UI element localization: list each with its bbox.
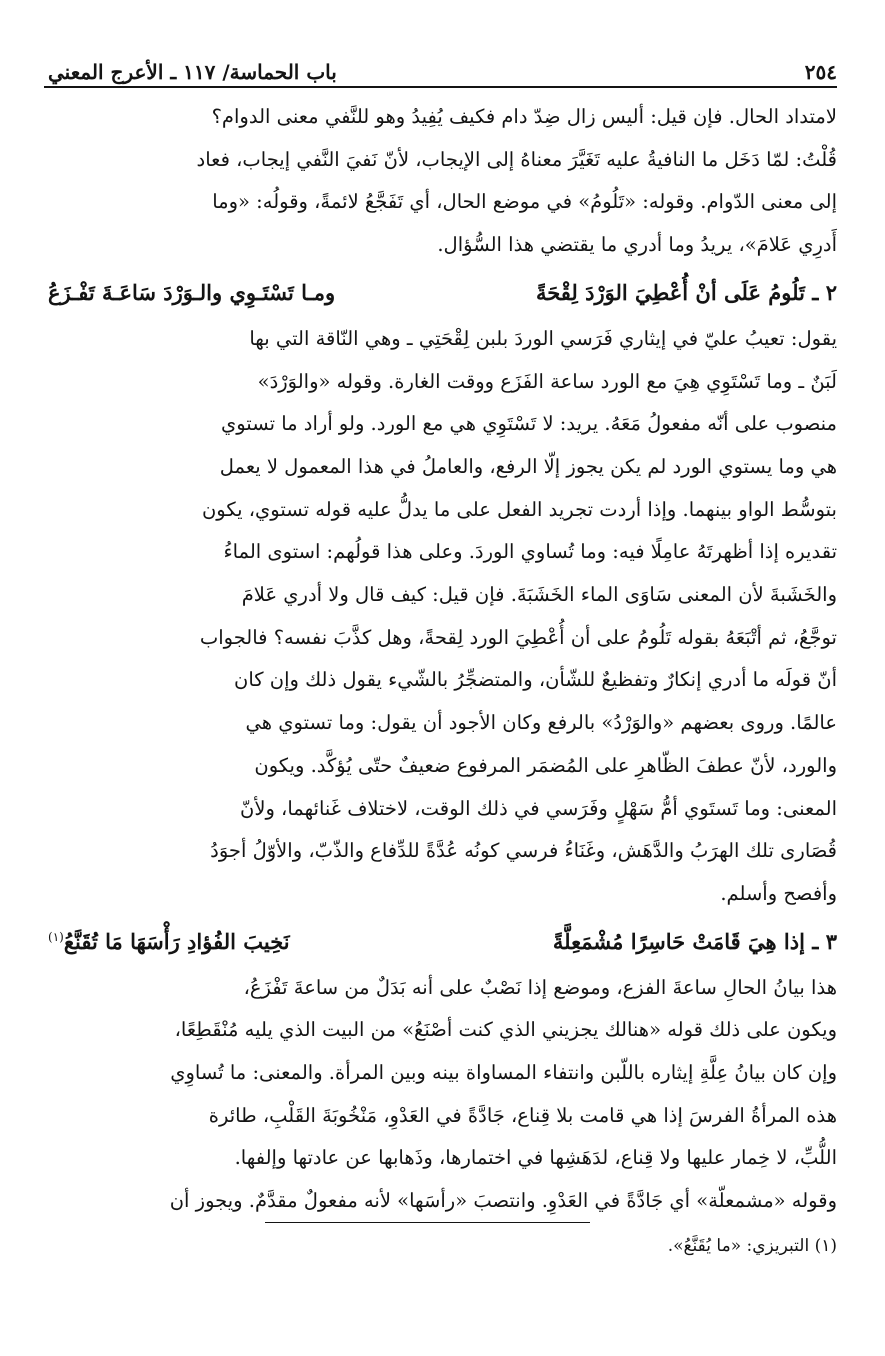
footnote: (١) التبريزي: «ما يُقَنَّعُ».: [667, 1236, 837, 1256]
text-line: بتوسُّط الواو بينهما. وإذا أردت تجريد الفعل على ما يدلُّ عليه قوله تستوي، يكون: [201, 497, 837, 521]
text-line: قُلْتُ: لمّا دَخَل ما النافيةُ عليه تَغَيَّرَ معناهُ إلى الإيجاب، لأنّ نَفيَ النَّفي إيجاب، فعاد: [196, 147, 837, 171]
page-number: ٢٥٤: [804, 60, 837, 84]
footnote-rule: [265, 1222, 590, 1223]
page-header: [48, 48, 837, 84]
text-line: منصوب على أنّه مفعولُ مَعَهُ. يريد: لا تَسْتَوِي هي مع الورد. ولو أراد ما تستوي: [220, 412, 837, 436]
text-line: قُصَارى تلك الهرَبُ والدَّهَش، وغَنَاءُ فرسي كونُه عُدَّةً للدِّفاع والذّبّ، والأوّلُ أجوَدُ: [210, 839, 837, 863]
text-line: اللُّبِّ، لا خِمار عليها ولا قِناع، لدَهَشِها في اختمارها، وذَهابها عن عادتها وإلفها.: [234, 1146, 837, 1170]
verse-3-first-hemistich: ٣ ـ إذا هِيَ قَامَتْ حَاسِرًا مُشْمَعِلَّةً: [552, 929, 837, 955]
text-line: المعنى: وما تَستَوي أمُّ سَهْلٍ وفَرَسي في ذلك الوقت، لاختلاف غَنائهما، ولأنّ: [240, 796, 837, 820]
text-line: هذه المرأةُ الفرسَ إذا هي قامت بلا قِناع، جَادَّةً في العَدْوِ، مَنْخُوبَةَ القَلْبِ، طائرة: [208, 1103, 837, 1127]
verse-3-second-text: نَخِيبَ الفُؤادِ رَأْسَهَا مَا تُقَنَّعُ: [63, 929, 290, 955]
text-line: أنّ قولَه ما أدري إنكارٌ وتفظيعٌ للشّأن، والمتضجِّرُ بالشّيء يقول ذلك وإن كان: [234, 668, 837, 692]
text-line: والورد، لأنّ عطفَ الظّاهرِ على المُضمَر المرفوع ضعيفٌ حتّى يُؤكَّد. ويكون: [254, 753, 837, 777]
text-line: وقوله «مشمعلّة» أي جَادَّةً في العَدْوِ. وانتصبَ «رأسَها» لأنه مفعولٌ مقدَّمٌ. ويجوز أن: [169, 1189, 837, 1213]
header-rule: [44, 86, 837, 88]
text-line: عالمًا. وروى بعضهم «والوَرْدُ» بالرفع وكان الأجود أن يقول: وما تستوي هي: [245, 711, 837, 735]
verse-3-second-hemistich: [48, 929, 290, 954]
text-line: إلى معنى الدّوام. وقوله: «تَلُومُ» في موضع الحال، أي تَفَجَّعُ لائمةً، وقولُه: «وما: [212, 190, 837, 214]
verse-2: [48, 270, 837, 316]
text-line: هي وما يستوي الورد لم يكن يجوز إلّا الرفع، والعاملُ في هذا المعمول لا يعمل: [219, 454, 837, 478]
running-title: باب الحماسة/ ١١٧ ـ الأعرج المعني: [48, 60, 337, 84]
text-line: لامتداد الحال. فإن قيل: أليس زال ضِدّ دام فكيف يُفِيدُ وهو للنَّفي معنى الدوام؟: [211, 105, 837, 128]
verse-3: [48, 919, 837, 965]
verse-2-second-hemistich: ومـا تَسْتَـوِي والـوَرْدَ سَاعَـةَ تَفْـزَعُ: [48, 280, 336, 306]
text-line: والخَشَبةَ لأن المعنى سَاوَى الماء الخَشَبَةَ. فإن قيل: كيف قال ولا أدري عَلامَ: [241, 583, 837, 607]
text-line: هذا بيانُ الحالِ ساعةَ الفزع، وموضع إذا نَصْبٌ على أنه بَدَلٌ من ساعةَ تَفْزَعُ،: [243, 975, 837, 999]
text-line: توجَّعُ، ثم أتْبَعَهُ بقوله تَلُومُ على أن أُعْطِيَ الورد لِقحةً، وهل كذَّبَ نفسه؟ فالجواب: [199, 625, 837, 649]
verse-2-first-hemistich: ٢ ـ تَلُومُ عَلَى أنْ أُعْطِيَ الوَرْدَ لِقْحَةً: [535, 280, 837, 306]
text-line: أَدرِي عَلامَ»، يريدُ وما أدري ما يقتضي هذا السُّؤال.: [437, 233, 837, 257]
text-line: وإن كان بيانُ عِلَّةِ إيثاره باللّبن وانتفاء المساواة بينه وبين المرأة. والمعنى: ما تُساوِي: [170, 1061, 837, 1085]
text-line: ويكون على ذلك قوله «هنالك يجزيني الذي كنت أصْنَعُ» من البيت الذي يليه مُنْقَطِعًا،: [174, 1018, 837, 1042]
footnote-marker: (١): [48, 930, 64, 945]
main-text: [48, 96, 837, 1223]
text-line: يقول: تعيبُ عليّ في إيثاري فَرَسي الوردَ بلبن لِقْحَتِي ـ وهي النّاقة التي بها: [249, 326, 837, 350]
text-line: وأفصح وأسلم.: [720, 881, 837, 905]
text-line: تقديره إذا أظهرتَهُ عامِلًا فيه: وما تُساوي الوردَ. وعلى هذا قولُهم: استوى الماءُ: [223, 540, 837, 564]
text-line: لَبَنٌ ـ وما تَسْتَوِي هِيَ مع الورد ساعة الفَزَع ووقت الغارة. وقوله «والوَرْدَ»: [257, 369, 837, 393]
